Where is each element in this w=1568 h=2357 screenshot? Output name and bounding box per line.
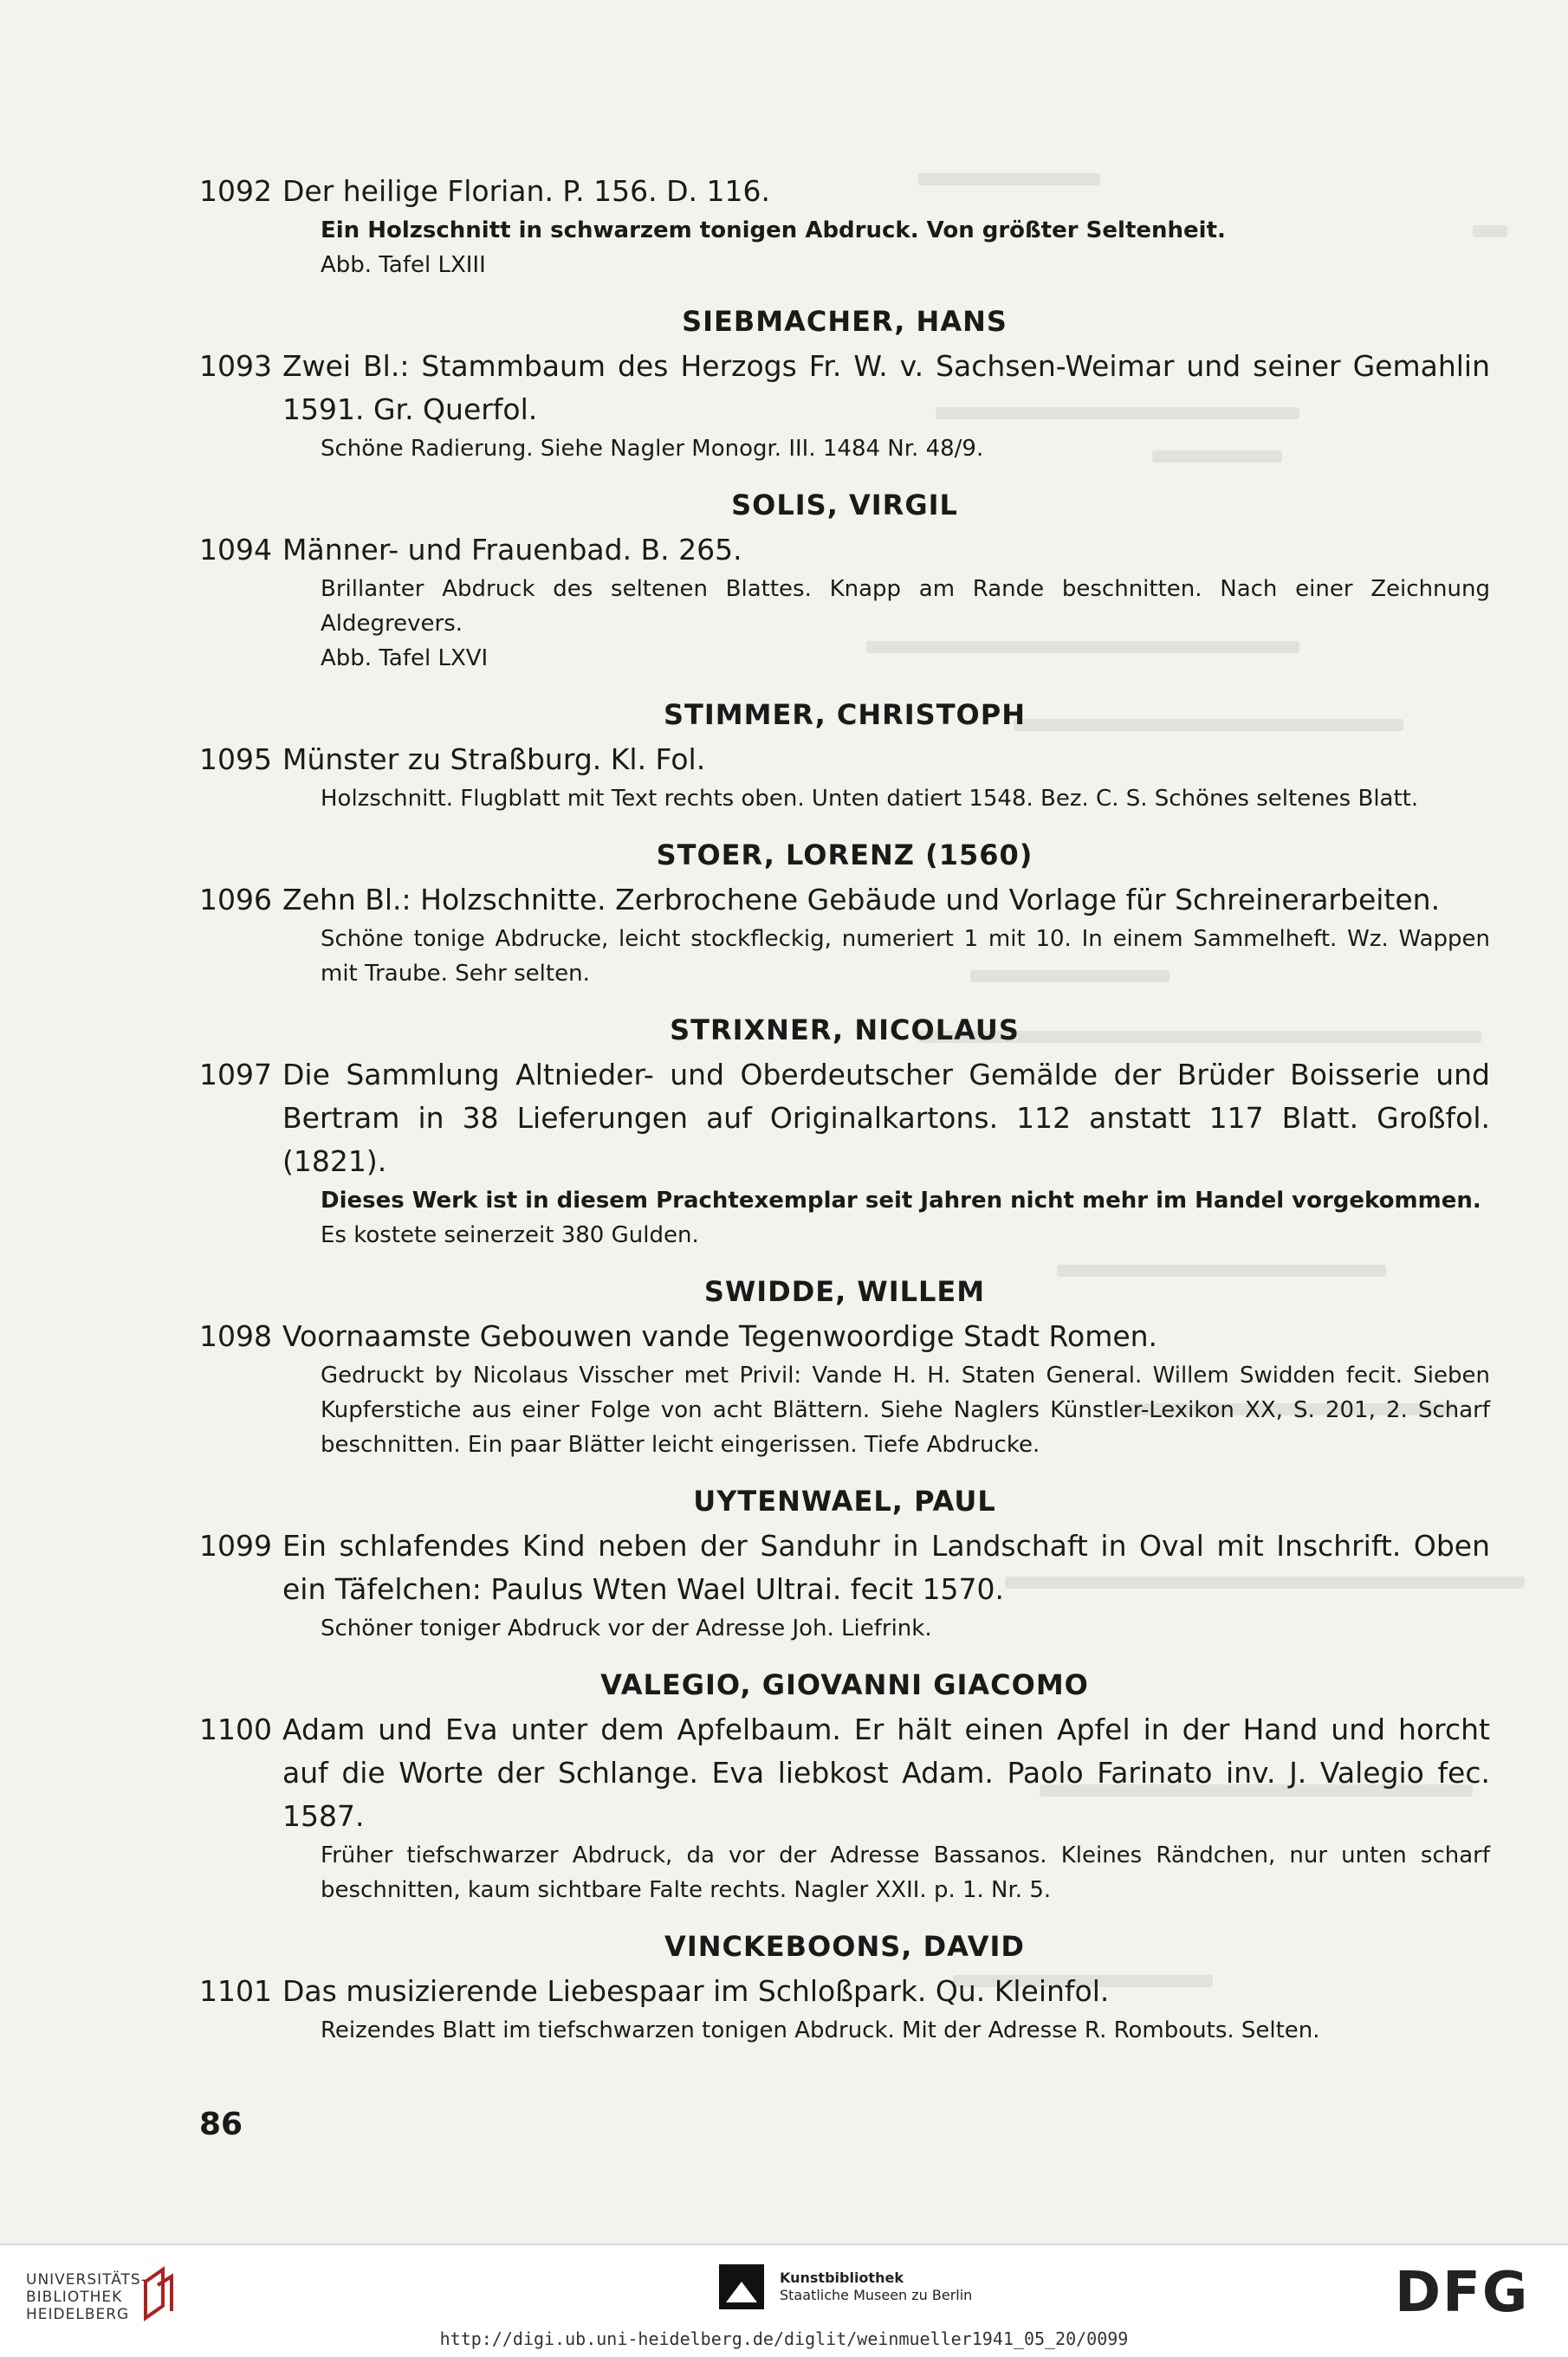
- lot-number: 1092: [199, 174, 272, 208]
- lot-title: Zehn Bl.: Holzschnitte. Zerbrochene Gebäude und Vorlage für Schreinerarbeiten.: [282, 883, 1441, 916]
- artist-heading: SIEBMACHER, HANS: [682, 305, 1008, 338]
- lot-number: 1095: [199, 742, 272, 776]
- lot-title: Münster zu Straßburg. Kl. Fol.: [282, 742, 706, 776]
- artist-heading: SOLIS, VIRGIL: [731, 489, 958, 521]
- lot-title: Adam und Eva unter dem Apfelbaum. Er hält einen Apfel in der Hand und horcht auf die Worte der Schlange. Eva liebkost Adam. Paolo Farinato inv. J. Valegio fec. 1587.: [282, 1713, 1490, 1833]
- catalog-entry: [199, 1315, 1490, 1462]
- lot-note: Schöne Radierung. Siehe Nagler Monogr. III. 1484 Nr. 48/9.: [321, 436, 984, 462]
- catalog-list: [199, 170, 1490, 2051]
- catalog-entry: [199, 878, 1490, 991]
- kunstbibliothek-label: Kunstbibliothek Staatliche Museen zu Berlin: [780, 2270, 973, 2303]
- catalog-entry: [199, 170, 1490, 282]
- lot-note: Schöne tonige Abdrucke, leicht stockfleckig, numeriert 1 mit 10. In einem Sammelheft. Wz. Wappen mit Traube. Sehr selten.: [321, 926, 1490, 987]
- lot-title: Die Sammlung Altnieder- und Oberdeutscher Gemälde der Brüder Boisserie und Bertram in 38 Lieferungen auf Originalkartons. 112 anstatt 117 Blatt. Großfol. (1821).: [282, 1058, 1490, 1178]
- lot-number: 1099: [199, 1529, 272, 1563]
- catalog-entry: [199, 1970, 1490, 2048]
- dfg-logo: DFG: [1395, 2261, 1530, 2325]
- artist-heading: UYTENWAEL, PAUL: [693, 1485, 996, 1518]
- lot-title: Zwei Bl.: Stammbaum des Herzogs Fr. W. v. Sachsen-Weimar und seiner Gemahlin 1591. Gr. Querfol.: [282, 349, 1490, 426]
- catalog-entry: [199, 1525, 1490, 1646]
- artist-heading: SWIDDE, WILLEM: [703, 1275, 986, 1308]
- catalog-entry: [199, 738, 1490, 816]
- lot-note: Gedruckt by Nicolaus Visscher met Privil: Vande H. H. Staten General. Willem Swidden fecit. Sieben Kupferstiche aus einer Folge von acht Blättern. Siehe Naglers Künstler-Lexikon XX, S. 201, 2. Scharf beschnitten. Ein paar Blätter leicht eingerissen. Tiefe Abdrucke.: [321, 1363, 1490, 1458]
- page-number: 86: [199, 2107, 243, 2142]
- catalog-entry: [199, 528, 1490, 676]
- lot-number: 1096: [199, 883, 272, 916]
- source-url[interactable]: http://digi.ub.uni-heidelberg.de/diglit/weinmueller1941_05_20/0099: [439, 2328, 1129, 2349]
- university-library-label: UNIVERSITÄTS- BIBLIOTHEK HEIDELBERG: [26, 2271, 147, 2323]
- lot-number: 1094: [199, 533, 272, 567]
- lot-number: 1098: [199, 1319, 272, 1353]
- lot-number: 1100: [199, 1713, 272, 1746]
- lot-note: Abb. Tafel LXVI: [321, 645, 489, 671]
- kunstbibliothek-logo-icon: [719, 2264, 764, 2309]
- lot-title: Ein schlafendes Kind neben der Sanduhr in Landschaft in Oval mit Inschrift. Oben ein Täfelchen: Paulus Wten Wael Ultrai. fecit 1570.: [282, 1529, 1490, 1606]
- artist-heading: VALEGIO, GIOVANNI GIACOMO: [600, 1668, 1089, 1701]
- lot-title: Das musizierende Liebespaar im Schloßpark. Qu. Kleinfol.: [282, 1974, 1110, 2008]
- artist-heading: STOER, LORENZ (1560): [656, 839, 1033, 871]
- lot-number: 1101: [199, 1974, 272, 2008]
- lot-note: Brillanter Abdruck des seltenen Blattes. Knapp am Rande beschnitten. Nach einer Zeichnung Aldegrevers.: [321, 576, 1490, 637]
- lot-number: 1097: [199, 1058, 272, 1091]
- lot-note: Dieses Werk ist in diesem Prachtexemplar seit Jahren nicht mehr im Handel vorgekommen.: [321, 1188, 1481, 1214]
- lot-title: Männer- und Frauenbad. B. 265.: [282, 533, 742, 567]
- artist-heading: VINCKEBOONS, DAVID: [664, 1930, 1025, 1963]
- footer: [0, 2244, 1568, 2357]
- lot-note: Holzschnitt. Flugblatt mit Text rechts oben. Unten datiert 1548. Bez. C. S. Schönes seltenes Blatt.: [321, 786, 1419, 812]
- catalog-entry: [199, 345, 1490, 466]
- lot-number: 1093: [199, 349, 272, 383]
- lot-note: Reizendes Blatt im tiefschwarzen tonigen Abdruck. Mit der Adresse R. Rombouts. Selten.: [321, 2017, 1320, 2043]
- lot-title: Voornaamste Gebouwen vande Tegenwoordige Stadt Romen.: [282, 1319, 1158, 1353]
- catalog-entry: [199, 1708, 1490, 1907]
- ub-logo-icon: [139, 2266, 177, 2321]
- catalog-entry: [199, 1053, 1490, 1253]
- lot-note: Ein Holzschnitt in schwarzem tonigen Abdruck. Von größter Seltenheit.: [321, 217, 1226, 243]
- artist-heading: STRIXNER, NICOLAUS: [670, 1013, 1020, 1046]
- lot-note: Schöner toniger Abdruck vor der Adresse Joh. Liefrink.: [321, 1616, 932, 1641]
- artist-heading: STIMMER, CHRISTOPH: [664, 698, 1026, 731]
- lot-note: Abb. Tafel LXIII: [321, 252, 486, 278]
- lot-title: Der heilige Florian. P. 156. D. 116.: [282, 174, 770, 208]
- lot-note: Es kostete seinerzeit 380 Gulden.: [321, 1222, 699, 1248]
- lot-note: Früher tiefschwarzer Abdruck, da vor der Adresse Bassanos. Kleines Rändchen, nur unten scharf beschnitten, kaum sichtbare Falte rechts. Nagler XXII. p. 1. Nr. 5.: [321, 1842, 1490, 1903]
